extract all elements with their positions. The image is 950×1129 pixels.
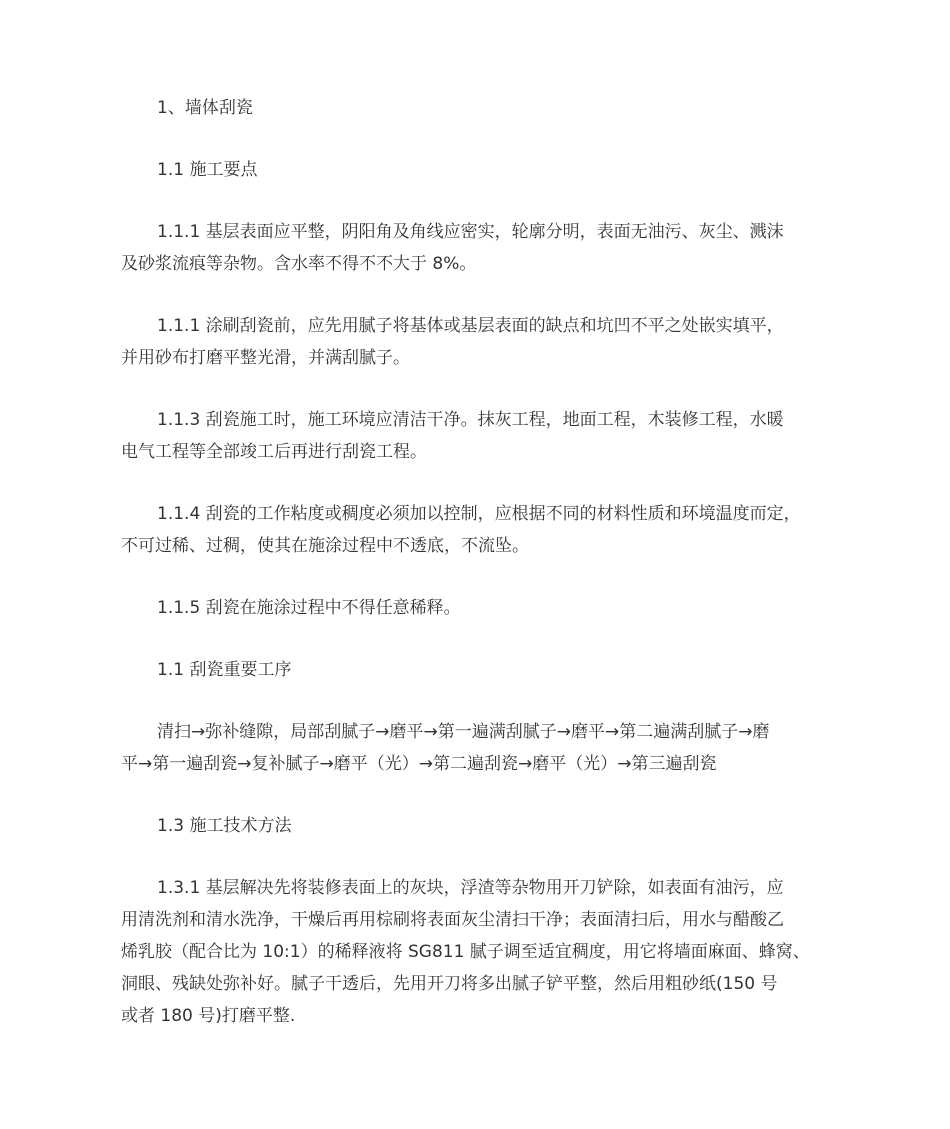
- paragraph-line: 1.3.1 基层解决先将装修表面上的灰块，浮渣等杂物用开刀铲除，如表面有油污，应: [157, 878, 784, 898]
- paragraph: [121, 810, 833, 842]
- paragraph: [121, 654, 833, 686]
- paragraph: [121, 154, 833, 186]
- paragraph-line: 洞眼、残缺处弥补好。腻子干透后，先用开刀将多出腻子铲平整，然后用粗砂纸(150 号: [121, 974, 778, 994]
- paragraph-line: 平→第一遍刮瓷→复补腻子→磨平（光）→第二遍刮瓷→磨平（光）→第三遍刮瓷: [121, 754, 717, 774]
- paragraph: [121, 592, 833, 624]
- paragraph-list: [121, 92, 833, 1032]
- paragraph-line: 1.1.5 刮瓷在施涂过程中不得任意稀释。: [157, 598, 461, 618]
- paragraph-line: 电气工程等全部竣工后再进行刮瓷工程。: [121, 442, 427, 462]
- document-body: [121, 92, 833, 1062]
- paragraph-line: 烯乳胶（配合比为 10:1）的稀释液将 SG811 腻子调至适宜稠度，用它将墙面麻面、蜂窝、: [121, 942, 810, 962]
- paragraph-line: 1.1 刮瓷重要工序: [157, 660, 292, 680]
- paragraph-line: 1.3 施工技术方法: [157, 816, 292, 836]
- paragraph: [121, 872, 833, 1032]
- paragraph: [121, 716, 833, 780]
- paragraph-line: 1.1 施工要点: [157, 160, 258, 180]
- paragraph: [121, 310, 833, 374]
- paragraph-line: 1.1.1 涂刷刮瓷前，应先用腻子将基体或基层表面的缺点和坑凹不平之处嵌实填平，: [157, 316, 784, 336]
- paragraph-line: 1、墙体刮瓷: [157, 98, 253, 118]
- paragraph-line: 1.1.4 刮瓷的工作粘度或稠度必须加以控制，应根据不同的材料性质和环境温度而定，: [157, 504, 801, 524]
- paragraph: [121, 92, 833, 124]
- paragraph: [121, 498, 833, 562]
- paragraph-line: 不可过稀、过稠，使其在施涂过程中不透底，不流坠。: [121, 536, 529, 556]
- paragraph: [121, 216, 833, 280]
- paragraph-line: 或者 180 号)打磨平整.: [121, 1006, 296, 1026]
- paragraph-line: 用清洗剂和清水洗净，干燥后再用棕刷将表面灰尘清扫干净；表面清扫后，用水与醋酸乙: [121, 910, 784, 930]
- paragraph-line: 1.1.1 基层表面应平整，阴阳角及角线应密实，轮廓分明，表面无油污、灰尘、溅沫: [157, 222, 784, 242]
- paragraph-line: 1.1.3 刮瓷施工时，施工环境应清洁干净。抹灰工程，地面工程，木装修工程，水暖: [157, 410, 784, 430]
- paragraph-line: 清扫→弥补缝隙，局部刮腻子→磨平→第一遍满刮腻子→磨平→第二遍满刮腻子→磨: [157, 722, 770, 742]
- paragraph: [121, 404, 833, 468]
- paragraph-line: 及砂浆流痕等杂物。含水率不得不不大于 8%。: [121, 254, 477, 274]
- paragraph-line: 并用砂布打磨平整光滑，并满刮腻子。: [121, 348, 410, 368]
